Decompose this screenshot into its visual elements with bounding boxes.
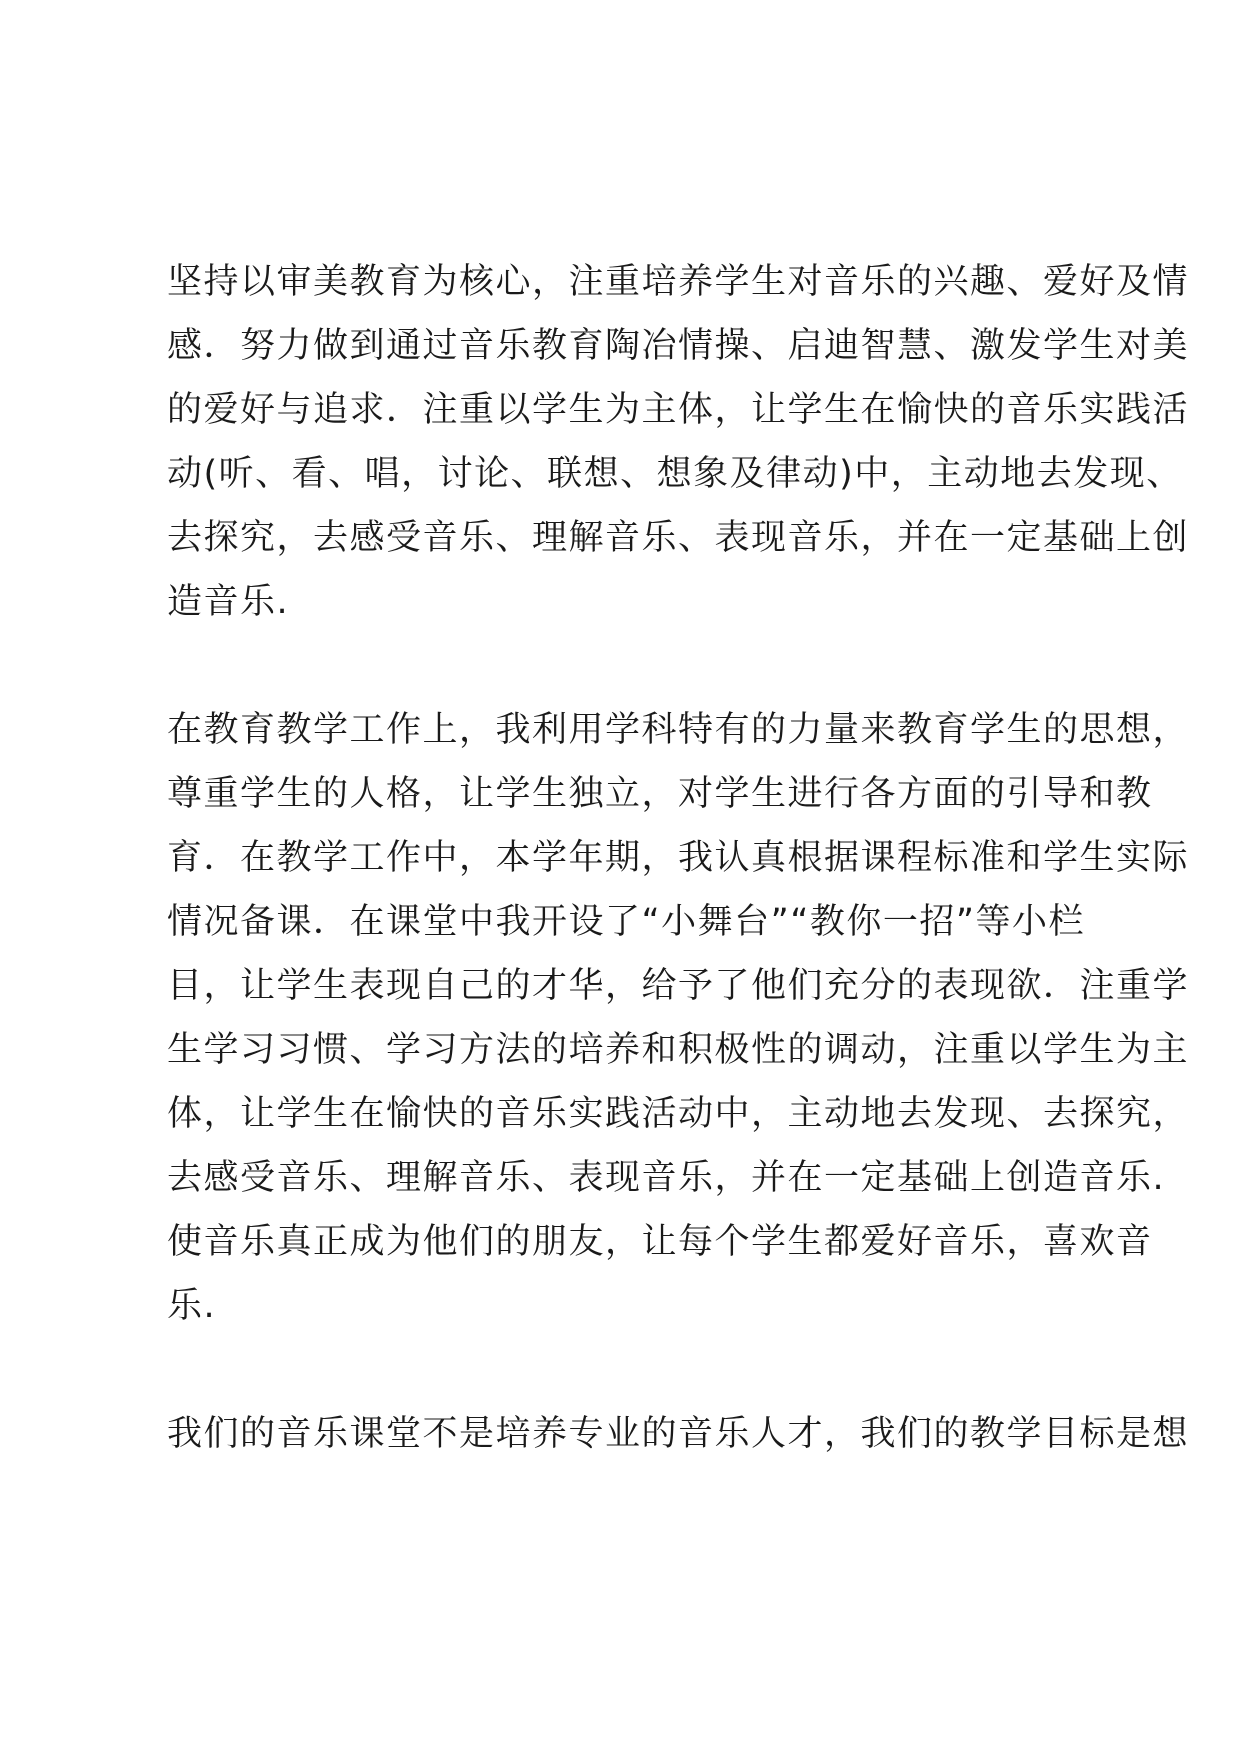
paragraph-2-line-10: 乐. — [167, 1286, 217, 1326]
paragraph-3-line-1: 我们的音乐课堂不是培养专业的音乐人才，我们的教学目标是想 — [167, 1414, 1190, 1454]
paragraph-1-line-2: 感．努力做到通过音乐教育陶冶情操、启迪智慧、激发学生对美 — [167, 326, 1190, 366]
paragraph-2-line-8: 去感受音乐、理解音乐、表现音乐，并在一定基础上创造音乐. — [167, 1158, 1166, 1198]
paragraph-1-line-5: 去探究，去感受音乐、理解音乐、表现音乐，并在一定基础上创 — [167, 518, 1190, 558]
paragraph-1-line-6: 造音乐. — [167, 582, 290, 622]
paragraph-2-line-1: 在教育教学工作上，我利用学科特有的力量来教育学生的思想， — [167, 710, 1190, 750]
paragraph-1-line-1: 坚持以审美教育为核心，注重培养学生对音乐的兴趣、爱好及情 — [167, 262, 1190, 302]
paragraph-2-line-9: 使音乐真正成为他们的朋友，让每个学生都爱好音乐，喜欢音 — [167, 1222, 1153, 1262]
paragraph-2-line-6: 生学习习惯、学习方法的培养和积极性的调动，注重以学生为主 — [167, 1030, 1190, 1070]
paragraph-1-line-4: 动(听、看、唱，讨论、联想、想象及律动)中，主动地去发现、 — [167, 454, 1183, 494]
paragraph-1-line-3: 的爱好与追求．注重以学生为主体，让学生在愉快的音乐实践活 — [167, 390, 1190, 430]
paragraph-2-line-3: 育．在教学工作中，本学年期，我认真根据课程标准和学生实际 — [167, 838, 1190, 878]
paragraph-2-line-7: 体，让学生在愉快的音乐实践活动中，主动地去发现、去探究， — [167, 1094, 1190, 1134]
paragraph-2-line-5: 目，让学生表现自己的才华，给予了他们充分的表现欲．注重学 — [167, 966, 1190, 1006]
paragraph-2-line-2: 尊重学生的人格，让学生独立，对学生进行各方面的引导和教 — [167, 774, 1153, 814]
paragraph-2-line-4: 情况备课．在课堂中我开设了“小舞台”“教你一招”等小栏 — [167, 902, 1086, 942]
